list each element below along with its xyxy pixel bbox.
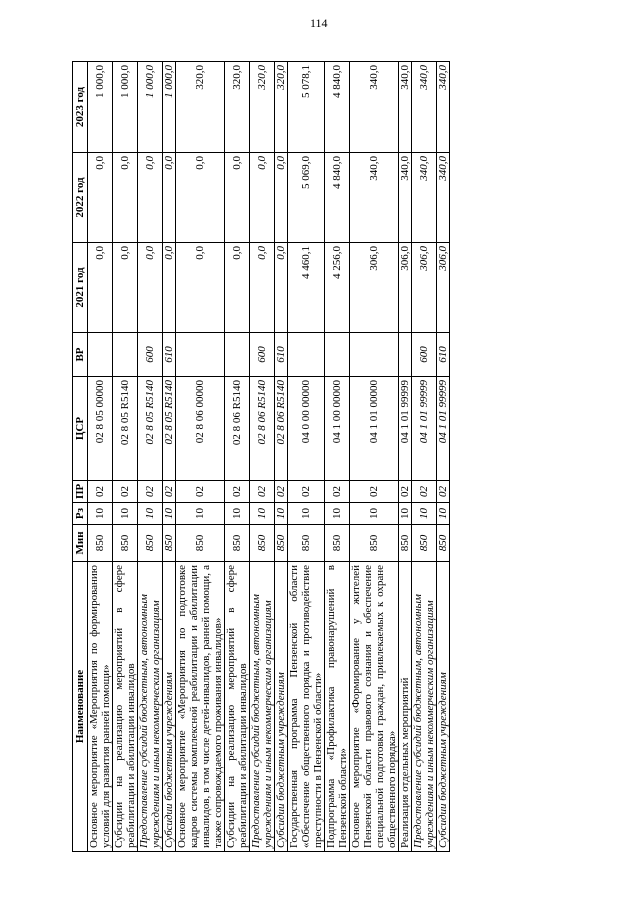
cell-min: 850 [176,525,225,562]
cell-pr: 02 [350,481,399,503]
cell-2021: 0,0 [88,243,113,333]
cell-2023: 320,0 [225,62,250,153]
cell-csr: 04 1 01 99999 [437,377,450,481]
table-row [250,62,275,852]
cell-2023: 1 000,0 [163,62,176,153]
header-row [73,62,88,852]
header-rz: Рз [73,503,88,525]
cell-name: Основное мероприятие «Формирование у жителей Пензенской области правового сознания и обеспечение специальной подготовки граждан, привлекаемых к охране общественного порядка» [350,562,399,852]
cell-2022: 340,0 [437,153,450,243]
cell-name: Субсидии бюджетным учреждениям [275,562,288,852]
cell-2021: 4 256,0 [325,243,350,333]
cell-name: Основное мероприятие «Мероприятия по формированию условий для развития ранней помощи» [88,562,113,852]
cell-rz: 10 [88,503,113,525]
cell-2021: 0,0 [176,243,225,333]
cell-2023: 340,0 [399,62,412,153]
table-row [88,62,113,852]
cell-pr: 02 [176,481,225,503]
cell-2021: 0,0 [250,243,275,333]
header-min: Мин [73,525,88,562]
cell-vr: 600 [138,333,163,377]
cell-name: Субсидии бюджетным учреждениям [163,562,176,852]
cell-2023: 340,0 [350,62,399,153]
cell-2021: 306,0 [399,243,412,333]
cell-rz: 10 [176,503,225,525]
cell-csr: 04 1 01 00000 [350,377,399,481]
cell-csr: 02 8 05 R5140 [138,377,163,481]
cell-2022: 0,0 [163,153,176,243]
cell-min: 850 [88,525,113,562]
rotated-table-wrapper [72,62,572,852]
cell-min: 850 [275,525,288,562]
cell-pr: 02 [138,481,163,503]
cell-vr [113,333,138,377]
cell-name: Государственная программа Пензенской области «Обеспечение общественного порядка и противодействие преступности в Пензенской области» [288,562,325,852]
cell-csr: 04 1 01 99999 [412,377,437,481]
header-2022: 2022 год [73,153,88,243]
cell-rz: 10 [399,503,412,525]
cell-name: Субсидии бюджетным учреждениям [437,562,450,852]
cell-pr: 02 [275,481,288,503]
cell-name: Субсидии на реализацию мероприятий в сфере реабилитации и абилитации инвалидов [113,562,138,852]
cell-min: 850 [350,525,399,562]
cell-2022: 0,0 [176,153,225,243]
table-row [176,62,225,852]
cell-min: 850 [113,525,138,562]
cell-csr: 02 8 05 00000 [88,377,113,481]
cell-pr: 02 [88,481,113,503]
cell-rz: 10 [412,503,437,525]
cell-2021: 0,0 [113,243,138,333]
cell-2023: 4 840,0 [325,62,350,153]
cell-2023: 320,0 [275,62,288,153]
cell-pr: 02 [250,481,275,503]
page-number: 114 [310,16,328,30]
cell-2022: 4 840,0 [325,153,350,243]
header-pr: ПР [73,481,88,503]
cell-rz: 10 [163,503,176,525]
cell-min: 850 [325,525,350,562]
cell-pr: 02 [399,481,412,503]
cell-vr: 610 [437,333,450,377]
cell-2022: 0,0 [88,153,113,243]
cell-2023: 5 078,1 [288,62,325,153]
cell-vr: 610 [163,333,176,377]
cell-2023: 1 000,0 [113,62,138,153]
cell-pr: 02 [113,481,138,503]
cell-rz: 10 [275,503,288,525]
table-row [138,62,163,852]
cell-rz: 10 [225,503,250,525]
cell-vr [325,333,350,377]
cell-2022: 340,0 [350,153,399,243]
cell-2023: 340,0 [437,62,450,153]
cell-2021: 306,0 [350,243,399,333]
header-csr: ЦСР [73,377,88,481]
cell-vr: 600 [412,333,437,377]
cell-pr: 02 [288,481,325,503]
cell-2023: 320,0 [250,62,275,153]
cell-2021: 306,0 [412,243,437,333]
cell-2021: 0,0 [225,243,250,333]
cell-min: 850 [163,525,176,562]
header-vr: ВР [73,333,88,377]
cell-name: Предоставление субсидий бюджетным, автономным учреждениям и иным некоммерческим организациям [138,562,163,852]
cell-rz: 10 [437,503,450,525]
table-row [113,62,138,852]
cell-2022: 340,0 [399,153,412,243]
cell-csr: 04 1 00 00000 [325,377,350,481]
table-row [325,62,350,852]
cell-pr: 02 [437,481,450,503]
cell-name: Предоставление субсидий бюджетным, автономным учреждениям и иным некоммерческим организациям [250,562,275,852]
cell-2023: 340,0 [412,62,437,153]
cell-csr: 02 8 06 00000 [176,377,225,481]
header-name: Наименование [73,562,88,852]
cell-pr: 02 [325,481,350,503]
cell-min: 850 [399,525,412,562]
table-row [225,62,250,852]
cell-rz: 10 [288,503,325,525]
table-row [288,62,325,852]
table-row [437,62,450,852]
cell-rz: 10 [250,503,275,525]
cell-vr [176,333,225,377]
cell-rz: 10 [325,503,350,525]
cell-pr: 02 [225,481,250,503]
cell-name: Реализация отдельных мероприятий [399,562,412,852]
cell-csr: 04 1 01 99999 [399,377,412,481]
table-row [399,62,412,852]
cell-2022: 0,0 [138,153,163,243]
cell-rz: 10 [113,503,138,525]
cell-csr: 02 8 06 R5140 [250,377,275,481]
cell-rz: 10 [350,503,399,525]
table-row [275,62,288,852]
cell-2023: 1 000,0 [138,62,163,153]
cell-2022: 0,0 [275,153,288,243]
cell-min: 850 [225,525,250,562]
cell-name: Предоставление субсидий бюджетным, автономным учреждениям и иным некоммерческим организациям [412,562,437,852]
cell-min: 850 [288,525,325,562]
cell-pr: 02 [412,481,437,503]
cell-csr: 02 8 06 R5140 [225,377,250,481]
cell-vr [88,333,113,377]
cell-2022: 5 069,0 [288,153,325,243]
cell-name: Основное мероприятие «Мероприятия по подготовке кадров системы комплексной реабилитации и абилитации инвалидов, в том числе детей-инвалидов, ранней помощи, а также сопровождаемого проживания инвалидов» [176,562,225,852]
cell-vr [288,333,325,377]
cell-min: 850 [250,525,275,562]
cell-vr [399,333,412,377]
cell-2021: 4 460,1 [288,243,325,333]
cell-csr: 02 8 06 R5140 [275,377,288,481]
cell-2022: 0,0 [250,153,275,243]
cell-min: 850 [437,525,450,562]
cell-2023: 320,0 [176,62,225,153]
cell-vr [350,333,399,377]
header-2023: 2023 год [73,62,88,153]
cell-2021: 0,0 [138,243,163,333]
cell-min: 850 [138,525,163,562]
cell-name: Подпрограмма «Профилактика правонарушений в Пензенской области» [325,562,350,852]
cell-vr [225,333,250,377]
cell-vr: 610 [275,333,288,377]
table-row [163,62,176,852]
cell-min: 850 [412,525,437,562]
cell-rz: 10 [138,503,163,525]
budget-table [72,61,450,852]
cell-2023: 1 000,0 [88,62,113,153]
table-row [350,62,399,852]
cell-2021: 0,0 [163,243,176,333]
cell-csr: 04 0 00 00000 [288,377,325,481]
cell-2022: 340,0 [412,153,437,243]
cell-csr: 02 8 05 R5140 [163,377,176,481]
cell-2021: 0,0 [275,243,288,333]
cell-csr: 02 8 05 R5140 [113,377,138,481]
cell-name: Субсидии на реализацию мероприятий в сфере реабилитации и абилитации инвалидов [225,562,250,852]
cell-2022: 0,0 [113,153,138,243]
cell-2021: 306,0 [437,243,450,333]
cell-2022: 0,0 [225,153,250,243]
cell-vr: 600 [250,333,275,377]
cell-pr: 02 [163,481,176,503]
table-row [412,62,437,852]
header-2021: 2021 год [73,243,88,333]
